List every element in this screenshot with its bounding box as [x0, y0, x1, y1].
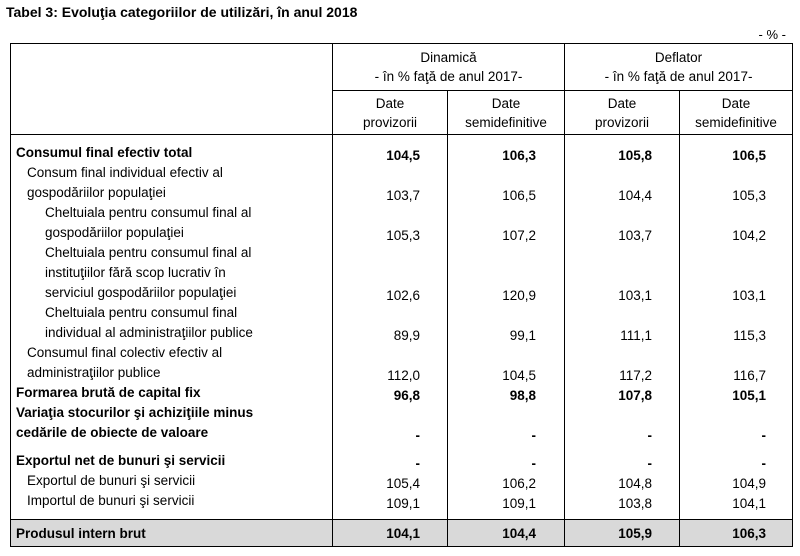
- header-dinamica-provizorii: Date provizorii: [333, 91, 448, 135]
- cell-dinamica-provizorii: 105,4: [333, 471, 448, 491]
- row-label-line: Variaţia stocurilor şi achiziţiile minus: [16, 405, 254, 420]
- cell-deflator-provizorii: 103,1: [565, 243, 680, 303]
- row-label-line: serviciul gospodăriilor populaţiei: [45, 285, 237, 300]
- row-label: [11, 303, 333, 343]
- data-table: [10, 43, 793, 547]
- cell-deflator-semidefinitive: -: [680, 403, 793, 443]
- cell-deflator-semidefinitive: 106,5: [680, 143, 793, 163]
- cell-dinamica-provizorii: 96,8: [333, 383, 448, 403]
- row-label: [11, 343, 333, 383]
- cell-deflator-semidefinitive: 105,1: [680, 383, 793, 403]
- unit-label: - % -: [758, 27, 786, 42]
- row-label: [11, 451, 333, 471]
- row-label-line: gospodăriilor populaţiei: [45, 225, 184, 240]
- total-cell-dinamica-provizorii: 104,1: [333, 520, 448, 547]
- table-row: [11, 471, 793, 491]
- cell-dinamica-provizorii: 103,7: [333, 163, 448, 203]
- table-row: [11, 243, 793, 303]
- header-deflator-provizorii: Date provizorii: [565, 91, 680, 135]
- row-label-line: gospodăriilor populaţiei: [27, 185, 166, 200]
- table-row: [11, 203, 793, 243]
- cell-dinamica-semidefinitive: 106,5: [448, 163, 565, 203]
- row-label-line: Exportul de bunuri şi servicii: [27, 473, 196, 488]
- cell-deflator-semidefinitive: 104,9: [680, 471, 793, 491]
- cell-deflator-provizorii: -: [565, 403, 680, 443]
- cell-dinamica-semidefinitive: 106,2: [448, 471, 565, 491]
- row-label: [11, 243, 333, 303]
- cell-dinamica-provizorii: 109,1: [333, 491, 448, 511]
- row-label: [11, 163, 333, 203]
- cell-deflator-provizorii: 104,4: [565, 163, 680, 203]
- table-row: [11, 303, 793, 343]
- cell-dinamica-provizorii: 105,3: [333, 203, 448, 243]
- cell-dinamica-semidefinitive: -: [448, 451, 565, 471]
- cell-deflator-provizorii: 103,7: [565, 203, 680, 243]
- cell-deflator-semidefinitive: 104,1: [680, 491, 793, 511]
- cell-dinamica-semidefinitive: -: [448, 403, 565, 443]
- cell-dinamica-provizorii: -: [333, 451, 448, 471]
- row-label-line: Cheltuiala pentru consumul final al: [45, 245, 252, 260]
- cell-dinamica-semidefinitive: 109,1: [448, 491, 565, 511]
- cell-deflator-provizorii: 111,1: [565, 303, 680, 343]
- row-label: [11, 403, 333, 443]
- table-row: [11, 163, 793, 203]
- header-group-deflator-sub: - în % faţă de anul 2017-: [604, 69, 753, 84]
- row-label-line: Cheltuiala pentru consumul final: [45, 305, 238, 320]
- cell-deflator-semidefinitive: 116,7: [680, 343, 793, 383]
- row-label-line: Consum final individual efectiv al: [27, 165, 223, 180]
- row-label: [11, 203, 333, 243]
- row-label-line: Exportul net de bunuri şi servicii: [16, 453, 226, 468]
- table-row: [11, 383, 793, 403]
- row-label-line: instituţiilor fără scop lucrativ în: [45, 265, 226, 280]
- cell-dinamica-semidefinitive: 99,1: [448, 303, 565, 343]
- total-label: Produsul intern brut: [11, 520, 333, 547]
- cell-deflator-provizorii: 105,8: [565, 143, 680, 163]
- row-label-line: Formarea brută de capital fix: [16, 385, 201, 400]
- table-title: Tabel 3: Evoluţia categoriilor de utilizări, în anul 2018: [6, 4, 358, 20]
- table-row: [11, 343, 793, 383]
- cell-deflator-semidefinitive: 103,1: [680, 243, 793, 303]
- cell-dinamica-semidefinitive: 106,3: [448, 143, 565, 163]
- cell-deflator-semidefinitive: 104,2: [680, 203, 793, 243]
- header-group-dinamica-name: Dinamică: [420, 50, 477, 65]
- cell-dinamica-semidefinitive: 120,9: [448, 243, 565, 303]
- cell-deflator-provizorii: 117,2: [565, 343, 680, 383]
- table-body: [11, 135, 793, 547]
- cell-deflator-provizorii: 103,8: [565, 491, 680, 511]
- header-group-dinamica-sub: - în % faţă de anul 2017-: [374, 69, 523, 84]
- cell-deflator-semidefinitive: 105,3: [680, 163, 793, 203]
- row-label: [11, 383, 333, 403]
- row-label: [11, 471, 333, 491]
- cell-dinamica-semidefinitive: 98,8: [448, 383, 565, 403]
- total-cell-deflator-provizorii: 105,9: [565, 520, 680, 547]
- header-deflator-semidefinitive: Date semidefinitive: [680, 91, 793, 135]
- cell-deflator-provizorii: 107,8: [565, 383, 680, 403]
- cell-deflator-semidefinitive: -: [680, 451, 793, 471]
- table-row: [11, 143, 793, 163]
- row-label-line: Cheltuiala pentru consumul final al: [45, 205, 252, 220]
- header-group-deflator-name: Deflator: [654, 50, 703, 65]
- header-dinamica-semidefinitive: Date semidefinitive: [448, 91, 565, 135]
- header-blank: [11, 44, 333, 135]
- cell-deflator-provizorii: 104,8: [565, 471, 680, 491]
- total-row: [11, 520, 793, 547]
- cell-dinamica-provizorii: 104,5: [333, 143, 448, 163]
- row-label-line: Consumul final efectiv total: [16, 145, 193, 160]
- total-cell-dinamica-semidefinitive: 104,4: [448, 520, 565, 547]
- header-group-dinamica: [333, 44, 565, 91]
- table-row: [11, 451, 793, 471]
- cell-dinamica-provizorii: 112,0: [333, 343, 448, 383]
- cell-dinamica-provizorii: -: [333, 403, 448, 443]
- row-label: [11, 143, 333, 163]
- cell-dinamica-provizorii: 89,9: [333, 303, 448, 343]
- cell-dinamica-provizorii: 102,6: [333, 243, 448, 303]
- table-row: [11, 403, 793, 443]
- cell-dinamica-semidefinitive: 104,5: [448, 343, 565, 383]
- cell-deflator-provizorii: -: [565, 451, 680, 471]
- cell-dinamica-semidefinitive: 107,2: [448, 203, 565, 243]
- row-label-line: individual al administraţiilor publice: [45, 325, 253, 340]
- total-cell-deflator-semidefinitive: 106,3: [680, 520, 793, 547]
- header-group-deflator: [565, 44, 793, 91]
- row-label: [11, 491, 333, 511]
- row-label-line: Importul de bunuri şi servicii: [27, 493, 195, 508]
- row-label-line: administraţiilor publice: [27, 365, 161, 380]
- cell-deflator-semidefinitive: 115,3: [680, 303, 793, 343]
- row-label-line: Consumul final colectiv efectiv al: [27, 345, 223, 360]
- row-label-line: cedările de obiecte de valoare: [16, 425, 209, 440]
- table-row: [11, 491, 793, 511]
